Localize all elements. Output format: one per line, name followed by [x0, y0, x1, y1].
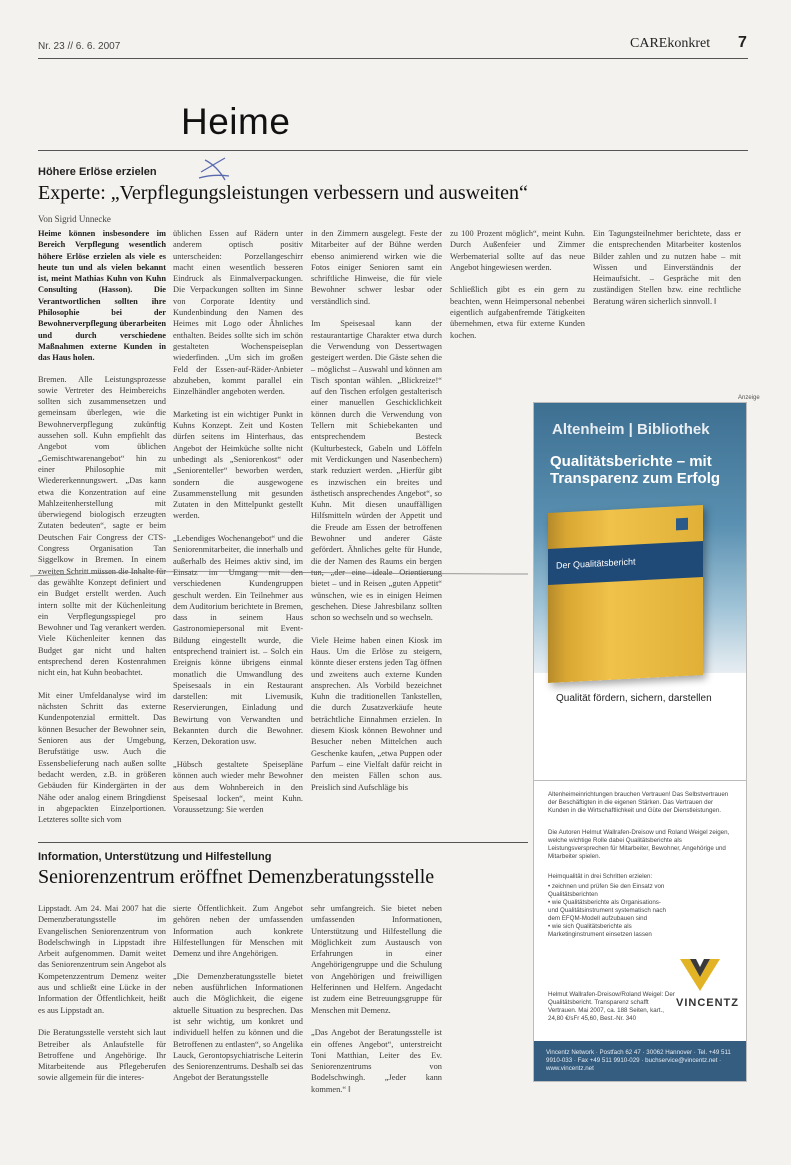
article1-body-1: Bremen. Alle Leistungsprozesse sowie Vertreter des Heimbereichs sollten sich zusammensetzen und gemeinsam überlegen, wie die Bewohnerverpflegung zukünftig aussehen soll. Kuhn empfiehlt das Angebot vom üblichen „Gemischtwarenangebot“ hin zu einer Philosophie mit Wiedererkennungswert. „Das kann etwa die Konzentration auf eine Mahlzeitenherstellung mit überwiegend biologisch erzeugten Zutaten bedeuten“, sagte er beim Deutschen Fair Congress der CTS-Congress Organisation Tan Siggelkow in Bremen. In einem zweiten Schritt müssen die Inhalte für das gewählte Konzept definiert und ein Budget erstellt werden. Auch intern sollte mit der Küchenleitung ein Verpflegungsspiegel pro Bewohner und Tag verankert werden. Viele Küchenleiter kennen das Budget gar nicht und halten entsprechend deren Kostenrahmen nicht ein, hat Kuhn beobachtet. Mit einer Umfeldanalyse wird im nächsten Schritt das externe Kundenpotenzial ermittelt. Das können Besucher der Bewohner sein, Senioren aus der Umgebung, Berufstätige usw. Auch die Essensbelieferung nach außen sollte bedacht werden, z.B. in größeren Gebäuden für Kindergärten in der Nähe oder analog einem Bringdienst in abgepackten Einzelportionen. Letzteres sollte sich vom	[38, 374, 166, 825]
ad-bullet-list	[548, 883, 668, 939]
page-number: 7	[738, 34, 747, 51]
ad-intro: Altenheimeinrichtungen brauchen Vertrauen! Das Selbstvertrauen der Beschäftigten in die eigenen Stärken. Das Vertrauen der Kunden in die Wirtschaftlichkeit und Güte der Dienstleistungen.	[548, 791, 729, 814]
article1-column-4: zu 100 Prozent möglich“, meint Kuhn. Durch Außenfeier und Zimmer Werbematerial sollte auf das neue Angebot hingewiesen werden. Schließlich gibt es ein gern zu beachten, wenn Heimpersonal nebenbei eigentlich aufgabenfremde Tätigkeiten übernehmen, etwa für externe Kunden kochen.	[450, 229, 585, 340]
ad-contact: Vincentz Network · Postfach 62 47 · 30062 Hannover · Tel. +49 511 9910-033 · Fax +49 511 9910-029 · buchservice@vincentz.net · www.vincentz.net	[546, 1049, 731, 1072]
article2-headline: Seniorenzentrum eröffnet Demenzberatungsstelle	[38, 866, 435, 888]
ad-bullet: • wie Qualitätsberichte als Organisations- und Qualitätsinstrument systematisch nach dem EFQM-Modell aufzubauen sind	[548, 899, 666, 922]
ad-order-info: Helmut Wallrafen-Dreisow/Roland Weigel: Der Qualitätsbericht. Transparenz schafft Vertrauen. Mai 2007, ca. 188 Seiten, kart., 24,80 €/sFr 45,60, Best.-Nr. 340	[548, 991, 675, 1022]
article2-column-2: sierte Öffentlichkeit. Zum Angebot gehören neben der umfassenden Information auch konkrete Hilfestellungen für Menschen mit Demenz und ihre Angehörigen. „Die Demenzberatungsstelle bietet neben ausführlichen Informationen auch die Möglichkeit, die eigene aktuelle Situation zu besprechen. Das ist sehr wichtig, um konkret und individuell helfen zu können und die Betroffenen zu entlasten“, so Angelika Lauck, Gerontopsychiatrische Leiterin des Seniorenzentrums. Deshalb sei das Angebot der Beratungsstelle	[173, 904, 304, 1083]
article1-kicker: Höhere Erlöse erzielen	[38, 166, 157, 178]
ad-tagline: Qualität fördern, sichern, darstellen	[556, 693, 712, 704]
ad-bullets-intro: Heimqualität in drei Schritten erzielen:	[548, 873, 653, 880]
ad-bullet: • zeichnen und prüfen Sie den Einsatz von Qualitätsberichten	[548, 883, 665, 898]
ad-authors-text: Die Autoren Helmut Wallrafen-Dreisow und Roland Weigel zeigen, welche wichtige Rolle dabei Qualitätsberichte als Leistungsversprechen für Mitarbeiter, Bewohner, Angehörige und Mitarbeiter spielen.	[548, 829, 730, 860]
ad-label: Anzeige	[738, 395, 760, 401]
article1-column-1	[38, 228, 166, 825]
article1-byline: Von Sigrid Unnecke	[38, 214, 111, 224]
publication-brand: CAREkonkret	[630, 36, 711, 51]
article2-column-1: Lippstadt. Am 24. Mai 2007 hat die Demenzberatungsstelle im Evangelischen Seniorenzentrum von Bodelschwingh in Lippstadt ihre Arbeit aufgenommen. Damit weitet das Seniorenzentrum sein Angebot als Kompetenzzentrum Demenz weiter aus und schließt eine Lücke in der Information der Öffentlichkeit, heißt es aus Lippstadt an. Die Beratungsstelle versteht sich laut Betreiber als Anlaufstelle für Betroffene und Angehörige. Ihr Mitarbeitende aus Pflegeberufen sowie allgemein für die interes-	[38, 904, 166, 1083]
ad-banner	[534, 403, 746, 673]
header-rule	[38, 58, 748, 59]
ad-footer	[534, 1041, 746, 1081]
article1-column-3: in den Zimmern ausgelegt. Feste der Mitarbeiter auf der Bühne werden ebenso animierend wirken wie die Fotos einiger Senioren samt ein schriftliche Hinweise, die für viele Bewohner schwer lesbar oder verständlich sind. Im Speisesaal kann der restaurantartige Charakter etwa durch die Verwendung von Dessertwagen gesteigert werden. Die Gäste sehen die – möglichst – Auswahl und können am Tisch spontan wählen. „Blickreize!“ auf den Tischen erfolgen gestalterisch einer manuellen Geschicklichkeit können durch die Verwendung von Tellern mit Schiebekanten und entsprechendem Besteck (Kulturbesteck, Gabeln und Löffeln mit Verdickungen und Nasenbechern) stark reduziert werden. „Hierfür gibt es inzwischen ein breites und ästhetisch ansprechendes Angebot“, so Kuhn. Mit diesen unauffälligen Hilfsmitteln würden der Appetit und die Freude am Essen der betroffenen Bewohner und anderer Gäste gefördert. Ähnliches gelte für Hunde, die der Namen des Raums ein bergen tun, „der eine ideale Orientierung bietet – und in Reisen „guten Appetit“ wünschen, wie es in einigen Heimen geschehen. Diese Jahresbilanz sollten schon so wechseln und so wechseln. Viele Heime haben einen Kiosk im Haus. Um die Erlöse zu steigern, könnte dieser erstens jeden Tag öffnen und zweitens auch externe Kunden ansprechen. Als Vorbild bezeichnet Kuhn die traditionellen Tankstellen, die durch Zusatzverkäufe heute beträchtliche Einnahmen erzielen. In diesem Kiosk können Bewohner und Besucher neben Mittelchen auch Geschenke kaufen, „etwa Puppen oder Parfum – eine Vielfalt dafür reicht in den meisten Fällen schon aus. Preislich sind Aufschläge bis	[311, 229, 442, 792]
vincentz-logo-icon	[678, 955, 722, 995]
vendor-name: VINCENTZ	[676, 997, 739, 1009]
article2-rule	[38, 842, 528, 843]
article1-column-2: üblichen Essen auf Rädern unter anderem optisch positiv unterscheiden: Porzellangeschirr macht einen wesentlich besseren Eindruck als Einmalverpackungen. Die Verpackungen sollten im Sinne von Corporate Identity und Kundenbindung den Namen des Heimes mit Logo oder Ähnliches enthalten. Beides sollte sich im schön gestalteten Wochenspeiseplan wiederfinden. „Um sich im großen Feld der Essen-auf-Räder-Anbieter abzuheben, kommt parallel ein Einzelhändler angeboten werden. Marketing ist ein wichtiger Punkt in Kuhns Konzept. Zeit und Kosten dürfen seitens im Hinterhaus, das Angebot der Heimküche sollte nicht unbedingt als „Seniorenkost“ oder „Seniorenteller“ beworben werden, sondern die ausgewogene Zusammenstellung mit gesunden Zutaten in den Mittelpunkt gestellt werden. „Lebendiges Wochenangebot“ und die Seniorenmitarbeiter, die innerhalb und außerhalb des Heimes aktiv sind, im Einsatz im Umgang mit den verschiedenen Kundengruppen geschult werden. Ein Teilnehmer aus dem Auditorium berichtete in Bremen, dass in seinem Haus Gastronomiepersonal mit Event-Bildung eingestellt wurde, die entsprechend trainiert ist. – Solch ein Ereignis könne übrigens einmal monatlich die Umwandlung des Speisesaals in ein Restaurant darstellen: mit Livemusik, Reservierungen, Einladung und Bewirtung von Verwandten und Bekannten durch die Bewohner. Kerzen, Dekoration usw. „Hübsch gestaltete Speisepläne können auch wieder mehr Bewohner aus dem Wohnbereich in den Speisesaal locken“, meint Kuhn. Voraussetzung: Sie werden	[173, 229, 303, 815]
advertisement[interactable]	[533, 402, 747, 782]
article2-column-3: sehr umfangreich. Sie bietet neben umfassenden Informationen, Unterstützung und Hilfestellung die Möglichkeit zum Austausch von Erfahrungen in einer Angehörigengruppe und die Schulung von Angehörigen und freiwilligen Helferinnen und Helfern. Angedacht ist zudem eine Betreuungsgruppe für Menschen mit Demenz. „Das Angebot der Beratungsstelle ist ein offenes Angebot“, unterstreicht Toni Matthian, Leiter des Ev. Seniorenzentrums von Bodelschwingh. „Jeder kann kommen.“ ‖	[311, 904, 442, 1094]
book-band	[548, 541, 703, 585]
article1-headline: Experte: „Verpflegungsleistungen verbessern und ausweiten“	[38, 182, 528, 204]
book-cover-image	[548, 505, 703, 683]
section-rule	[38, 150, 748, 151]
ad-title: Qualitätsberichte – mit Transparenz zum Erfolg	[550, 453, 721, 487]
publisher-logo-icon	[676, 518, 688, 531]
section-title: Heime	[181, 101, 291, 142]
article1-lead: Heime können insbesondere im Bereich Verpflegung wesentlich höhere Erlöse erzielen als viele es heute tun und als vielen bekannt ist, meint Mathias Kuhn von Kuhn Consulting (Hasson). Die Verantwortlichen sollten ihre Philosophie bei der Bewohnerverpflegung überarbeiten und durch verschiedene Maßnahmen externe Kunden in das Haus holen.	[38, 229, 166, 363]
ad-bullet: • wie sich Qualitätsberichte als Marketinginstrument einsetzen lassen	[548, 923, 652, 938]
article1-column-5: Ein Tagungsteilnehmer berichtete, dass er die entsprechenden Mitarbeiter kostenlos Bilder zahlen und zu nutzen habe – mit Wissen und Einverständnis der Heimaufsicht. – Gespräche mit den zuständigen Stellen bzw. eine rechtliche Beratung wären sicherlich sinnvoll. ‖	[593, 229, 741, 306]
issue-date: Nr. 23 // 6. 6. 2007	[38, 41, 121, 52]
ad-brand: Altenheim | Bibliothek	[552, 421, 710, 438]
handwritten-mark	[195, 152, 233, 186]
book-title: Der Qualitätsbericht	[556, 556, 636, 571]
pencil-mark	[28, 562, 533, 590]
article2-kicker: Information, Unterstützung und Hilfestellung	[38, 851, 272, 863]
ad-details	[533, 780, 747, 1082]
